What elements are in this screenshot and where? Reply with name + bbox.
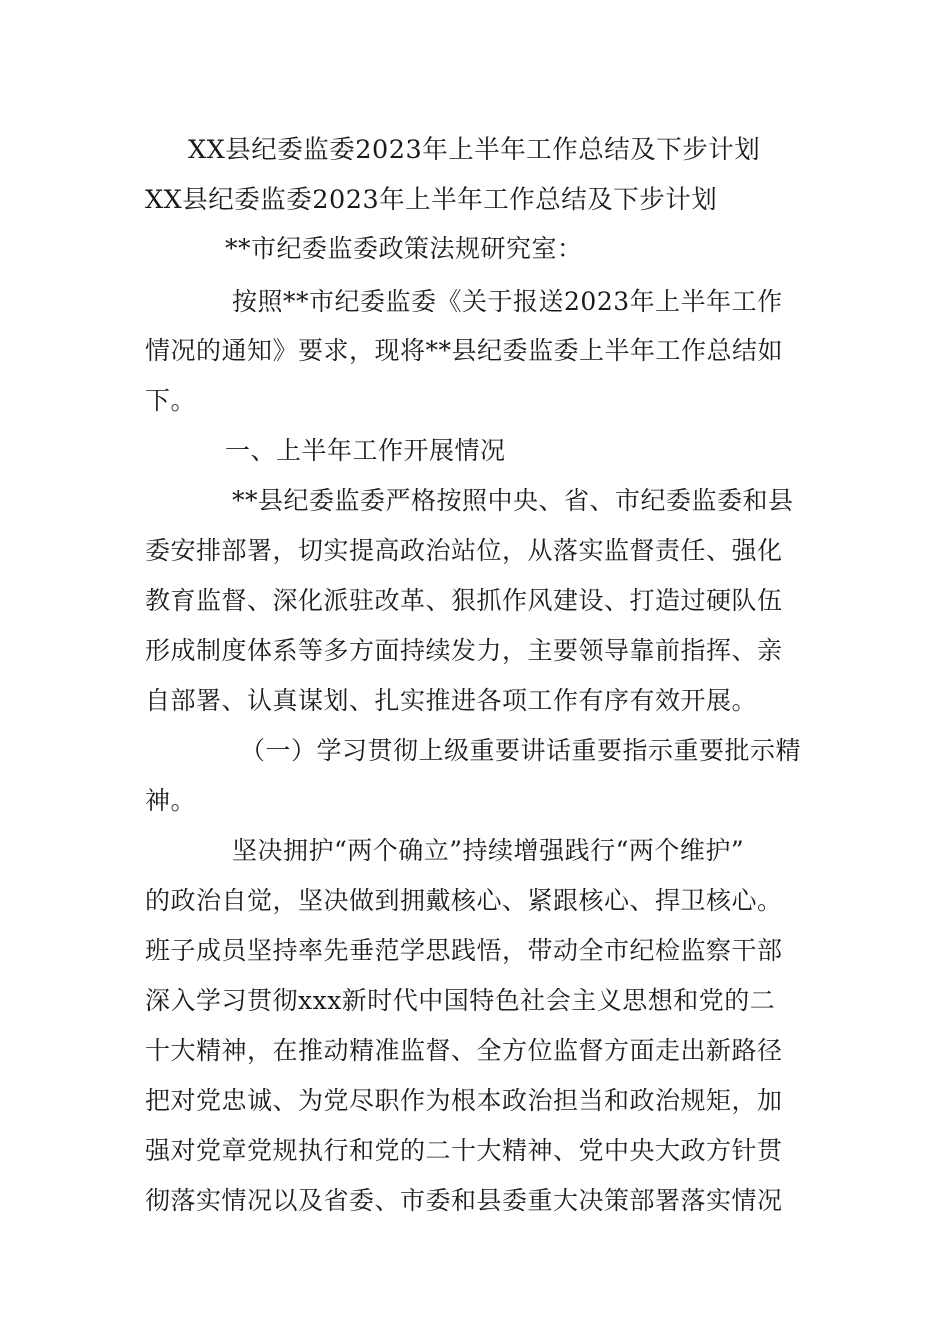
paragraph-line: 深入学习贯彻xxx新时代中国特色社会主义思想和党的二 xyxy=(145,986,776,1015)
paragraph-line: 教育监督、深化派驻改革、狠抓作风建设、打造过硬队伍 xyxy=(145,586,783,615)
paragraph-line: 十大精神，在推动精准监督、全方位监督方面走出新路径 xyxy=(145,1036,783,1065)
paragraph-line: 强对党章党规执行和党的二十大精神、党中央大政方针贯 xyxy=(145,1136,783,1165)
paragraph-line: 自部署、认真谋划、扎实推进各项工作有序有效开展。 xyxy=(145,686,758,715)
paragraph-line: 按照**市纪委监委《关于报送2023年上半年工作 xyxy=(232,287,783,316)
paragraph-line: 彻落实情况以及省委、市委和县委重大决策部署落实情况 xyxy=(145,1186,783,1215)
paragraph-line: 情况的通知》要求，现将**县纪委监委上半年工作总结如 xyxy=(145,336,784,365)
subsection-heading: 神。 xyxy=(145,786,197,815)
paragraph-line: 下。 xyxy=(145,386,197,415)
paragraph-line: 把对党忠诚、为党尽职作为根本政治担当和政治规矩，加 xyxy=(145,1086,783,1115)
recipient-line: **市纪委监委政策法规研究室： xyxy=(225,234,583,263)
document-title: XX县纪委监委2023年上半年工作总结及下步计划 xyxy=(188,135,761,165)
paragraph-line: 委安排部署，切实提高政治站位，从落实监督责任、强化 xyxy=(145,536,783,565)
paragraph-line: **县纪委监委严格按照中央、省、市纪委监委和县 xyxy=(232,486,794,515)
document-title-repeat: XX县纪委监委2023年上半年工作总结及下步计划 xyxy=(145,185,718,215)
section-heading: 一、上半年工作开展情况 xyxy=(225,436,506,465)
paragraph-line: 形成制度体系等多方面持续发力，主要领导靠前指挥、亲 xyxy=(145,636,783,665)
paragraph-line: 班子成员坚持率先垂范学思践悟，带动全市纪检监察干部 xyxy=(145,936,783,965)
paragraph-line: 的政治自觉，坚决做到拥戴核心、紧跟核心、捍卫核心。 xyxy=(145,886,783,915)
paragraph-line: 坚决拥护“两个确立”持续增强践行“两个维护” xyxy=(232,836,745,865)
subsection-heading: （一）学习贯彻上级重要讲话重要指示重要批示精 xyxy=(240,736,802,765)
